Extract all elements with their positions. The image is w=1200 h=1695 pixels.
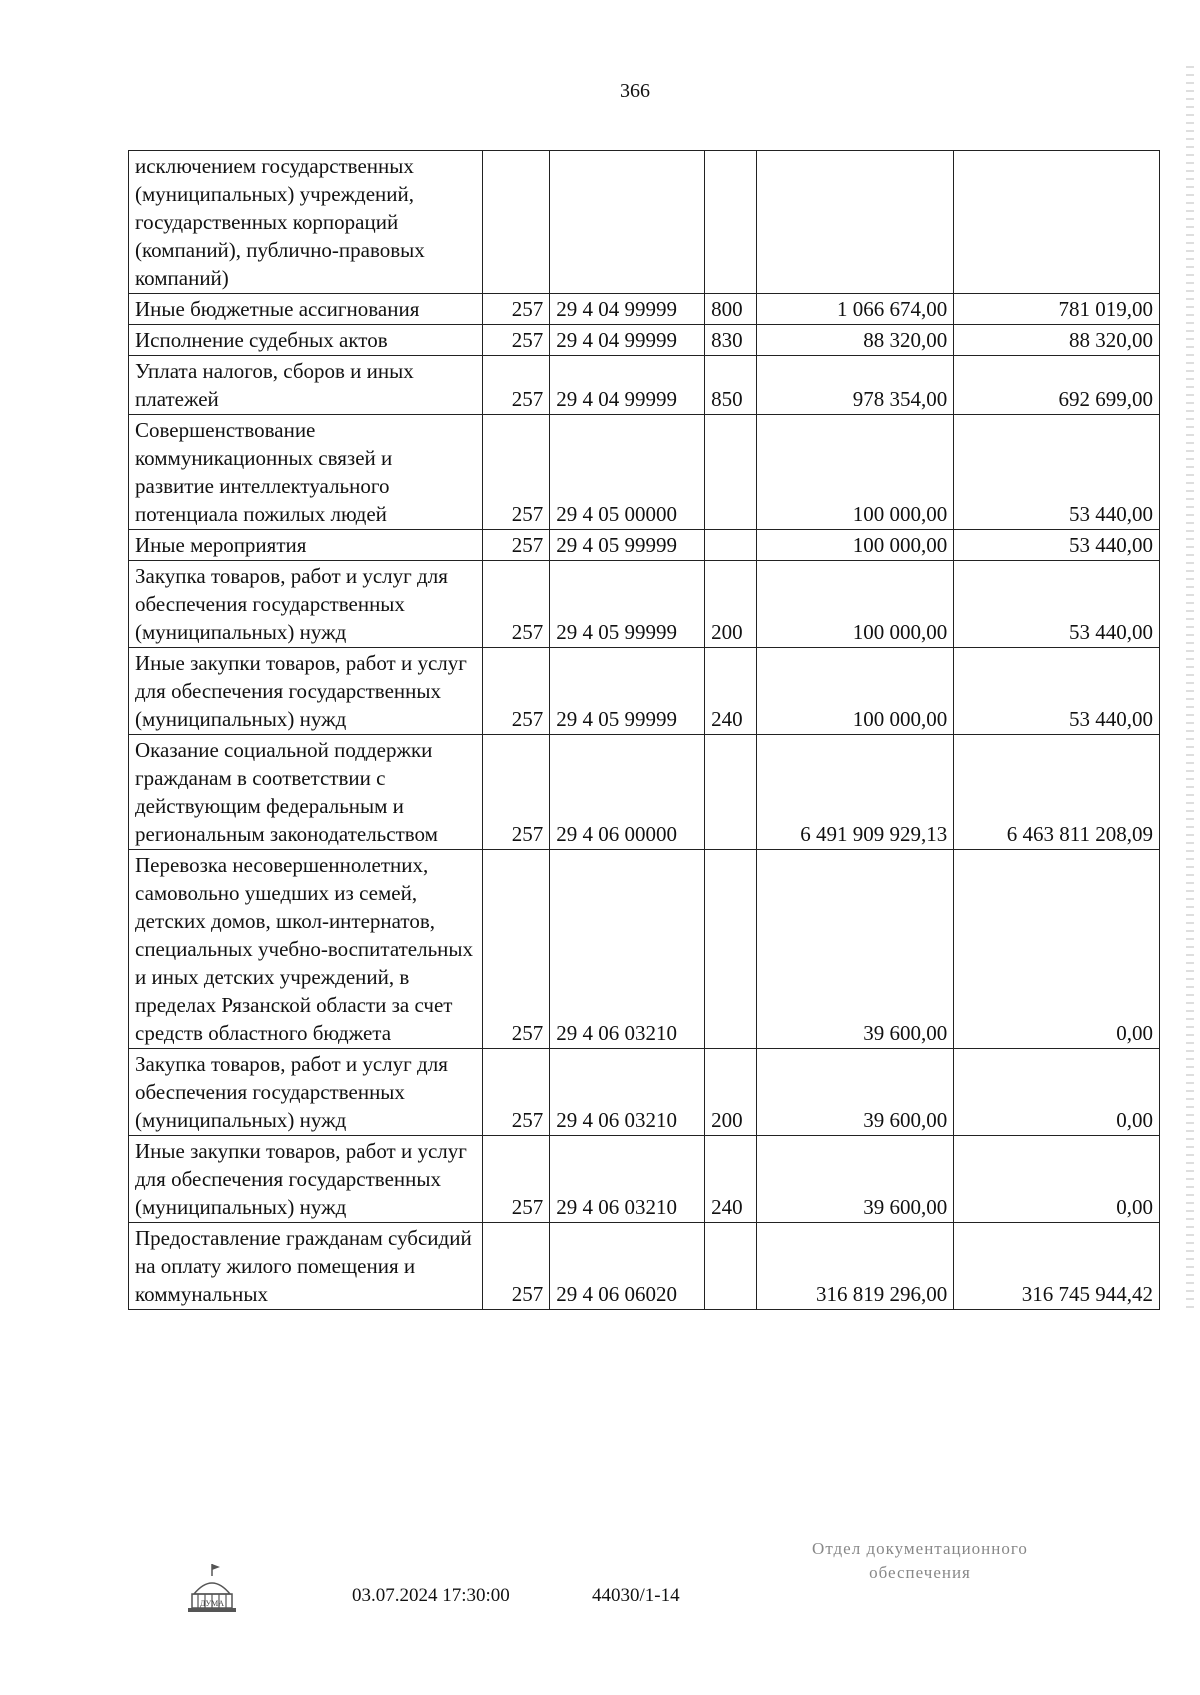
cell-vr: 850: [705, 356, 757, 415]
cell-gr: [483, 151, 550, 294]
cell-sum-plan: 6 491 909 929,13: [757, 735, 954, 850]
cell-vr: 240: [705, 1136, 757, 1223]
budget-table-container: [128, 150, 1160, 1310]
cell-gr: 257: [483, 530, 550, 561]
table-row: [129, 1136, 1160, 1223]
cell-gr: 257: [483, 735, 550, 850]
cell-gr: 257: [483, 325, 550, 356]
table-row: [129, 294, 1160, 325]
cell-sum-actual: 781 019,00: [954, 294, 1160, 325]
table-row: [129, 325, 1160, 356]
cell-vr: 800: [705, 294, 757, 325]
cell-name: исключением государственных (муниципальных) учреждений, государственных корпораций (компаний), публично-правовых компаний): [129, 151, 483, 294]
department-stamp: [770, 1537, 1070, 1585]
cell-vr: [705, 151, 757, 294]
table-row: [129, 356, 1160, 415]
cell-name: Иные бюджетные ассигнования: [129, 294, 483, 325]
cell-sum-actual: 0,00: [954, 850, 1160, 1049]
cell-vr: [705, 735, 757, 850]
cell-sum-plan: 1 066 674,00: [757, 294, 954, 325]
cell-csr: 29 4 04 99999: [550, 325, 705, 356]
table-row: [129, 530, 1160, 561]
footer-datetime: 03.07.2024 17:30:00: [352, 1585, 510, 1606]
cell-sum-plan: 39 600,00: [757, 1136, 954, 1223]
cell-csr: 29 4 04 99999: [550, 294, 705, 325]
cell-csr: 29 4 05 99999: [550, 530, 705, 561]
cell-name: Иные закупки товаров, работ и услуг для обеспечения государственных (муниципальных) нужд: [129, 648, 483, 735]
cell-name: Совершенствование коммуникационных связей и развитие интеллектуального потенциала пожилых людей: [129, 415, 483, 530]
cell-name: Исполнение судебных актов: [129, 325, 483, 356]
cell-vr: [705, 415, 757, 530]
cell-vr: [705, 1223, 757, 1310]
table-row: [129, 1223, 1160, 1310]
cell-sum-actual: 53 440,00: [954, 648, 1160, 735]
cell-sum-actual: [954, 151, 1160, 294]
cell-sum-actual: 88 320,00: [954, 325, 1160, 356]
cell-sum-plan: 100 000,00: [757, 530, 954, 561]
cell-gr: 257: [483, 415, 550, 530]
cell-vr: [705, 850, 757, 1049]
cell-name: Оказание социальной поддержки гражданам в соответствии с действующим федеральным и региональным законодательством: [129, 735, 483, 850]
cell-sum-plan: 316 819 296,00: [757, 1223, 954, 1310]
table-row: [129, 850, 1160, 1049]
cell-sum-actual: 0,00: [954, 1049, 1160, 1136]
cell-gr: 257: [483, 1136, 550, 1223]
cell-sum-actual: 6 463 811 208,09: [954, 735, 1160, 850]
cell-gr: 257: [483, 561, 550, 648]
cell-vr: 200: [705, 561, 757, 648]
cell-sum-plan: 39 600,00: [757, 850, 954, 1049]
cell-csr: 29 4 06 06020: [550, 1223, 705, 1310]
table-row: [129, 561, 1160, 648]
stamp-line-2: обеспечения: [869, 1563, 971, 1582]
footer-reg-number: 44030/1-14: [592, 1585, 680, 1606]
cell-csr: 29 4 06 03210: [550, 850, 705, 1049]
cell-vr: [705, 530, 757, 561]
cell-name: Перевозка несовершеннолетних, самовольно ушедших из семей, детских домов, школ-интернатов, специальных учебно-воспитательных и иных детских учреждений, в пределах Рязанской области за счет средств областного бюджета: [129, 850, 483, 1049]
cell-sum-actual: 53 440,00: [954, 530, 1160, 561]
budget-table: [128, 150, 1160, 1310]
cell-csr: 29 4 06 03210: [550, 1049, 705, 1136]
cell-sum-actual: 53 440,00: [954, 415, 1160, 530]
duma-logo-icon: [182, 1560, 242, 1620]
cell-name: Иные мероприятия: [129, 530, 483, 561]
table-row: [129, 151, 1160, 294]
cell-sum-plan: 88 320,00: [757, 325, 954, 356]
stamp-line-1: Отдел документационного: [812, 1539, 1028, 1558]
cell-vr: 830: [705, 325, 757, 356]
cell-csr: 29 4 06 00000: [550, 735, 705, 850]
cell-csr: 29 4 05 99999: [550, 561, 705, 648]
cell-sum-actual: 316 745 944,42: [954, 1223, 1160, 1310]
cell-sum-plan: 100 000,00: [757, 561, 954, 648]
cell-vr: 240: [705, 648, 757, 735]
cell-gr: 257: [483, 356, 550, 415]
cell-csr: [550, 151, 705, 294]
table-row: [129, 648, 1160, 735]
logo-caption: ДУМА: [199, 1599, 225, 1608]
cell-sum-plan: 39 600,00: [757, 1049, 954, 1136]
cell-name: Иные закупки товаров, работ и услуг для обеспечения государственных (муниципальных) нужд: [129, 1136, 483, 1223]
table-row: [129, 1049, 1160, 1136]
cell-csr: 29 4 04 99999: [550, 356, 705, 415]
cell-gr: 257: [483, 850, 550, 1049]
cell-sum-plan: 100 000,00: [757, 648, 954, 735]
cell-sum-plan: [757, 151, 954, 294]
cell-sum-actual: 692 699,00: [954, 356, 1160, 415]
page-number: 366: [620, 80, 650, 102]
cell-name: Уплата налогов, сборов и иных платежей: [129, 356, 483, 415]
budget-table-body: [129, 151, 1160, 1310]
cell-name: Закупка товаров, работ и услуг для обеспечения государственных (муниципальных) нужд: [129, 561, 483, 648]
table-row: [129, 735, 1160, 850]
table-row: [129, 415, 1160, 530]
cell-csr: 29 4 06 03210: [550, 1136, 705, 1223]
cell-vr: 200: [705, 1049, 757, 1136]
cell-gr: 257: [483, 294, 550, 325]
cell-gr: 257: [483, 648, 550, 735]
cell-csr: 29 4 05 00000: [550, 415, 705, 530]
cell-gr: 257: [483, 1223, 550, 1310]
cell-csr: 29 4 05 99999: [550, 648, 705, 735]
cell-sum-actual: 0,00: [954, 1136, 1160, 1223]
cell-sum-plan: 978 354,00: [757, 356, 954, 415]
cell-name: Закупка товаров, работ и услуг для обеспечения государственных (муниципальных) нужд: [129, 1049, 483, 1136]
cell-sum-plan: 100 000,00: [757, 415, 954, 530]
cell-sum-actual: 53 440,00: [954, 561, 1160, 648]
scan-edge-marks: [1186, 60, 1194, 1310]
cell-name: Предоставление гражданам субсидий на оплату жилого помещения и коммунальных: [129, 1223, 483, 1310]
cell-gr: 257: [483, 1049, 550, 1136]
